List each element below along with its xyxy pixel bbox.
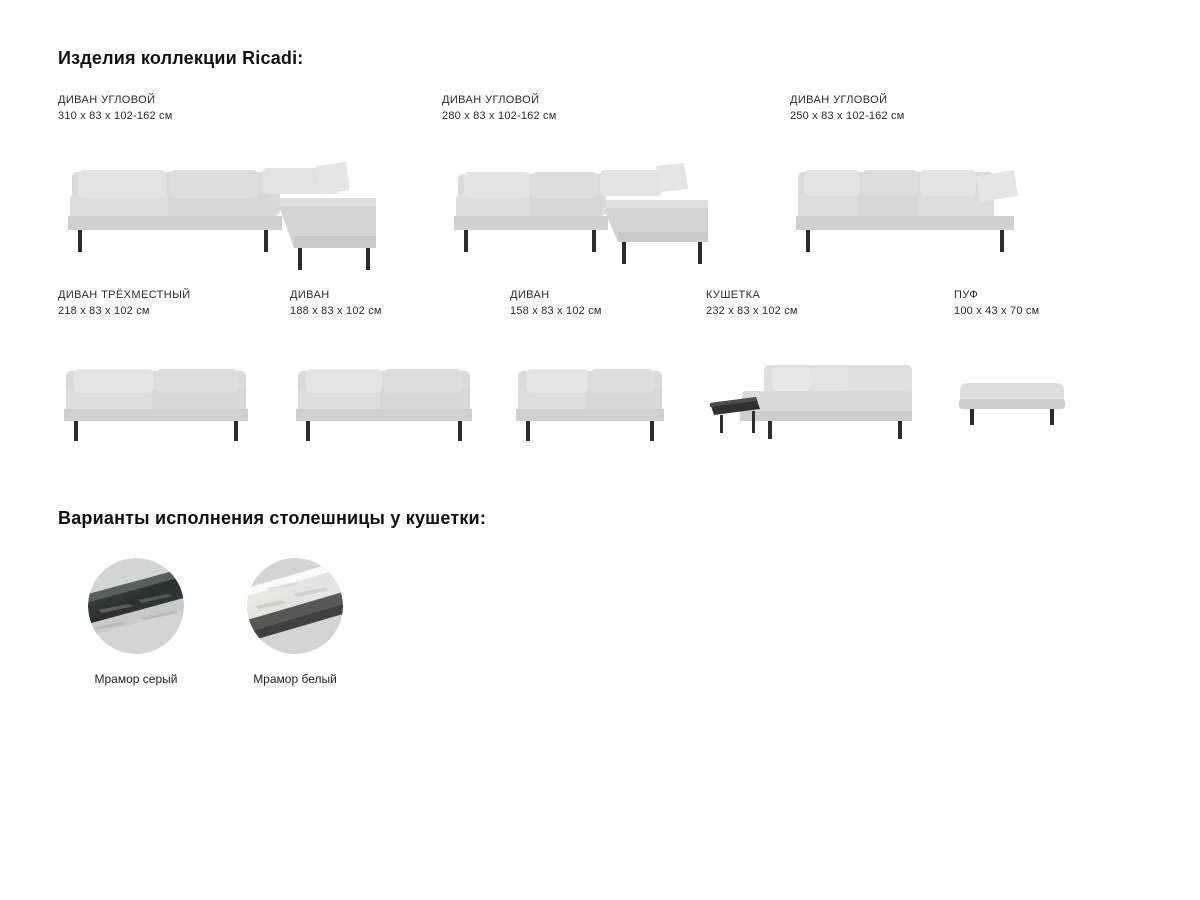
product-card-sofa-188 xyxy=(290,289,480,446)
product-dimensions: 232 x 83 x 102 см xyxy=(706,305,798,317)
swatch-grey-marble[interactable] xyxy=(88,558,184,654)
product-card-sofa-218 xyxy=(58,289,258,446)
product-image-sofa-218 xyxy=(58,331,258,446)
product-name: КУШЕТКА xyxy=(706,289,761,301)
product-name: ДИВАН ТРЁХМЕСТНЫЙ xyxy=(58,289,191,301)
product-dimensions: 158 x 83 x 102 см xyxy=(510,305,602,317)
product-card-corner-310 xyxy=(58,94,388,281)
swatch-item-white-marble[interactable] xyxy=(247,558,343,686)
product-dimensions: 218 x 83 x 102 см xyxy=(58,305,150,317)
product-dimensions: 250 x 83 x 102-162 см xyxy=(790,110,905,122)
product-name: ДИВАН xyxy=(510,289,550,301)
product-image-corner-280 xyxy=(442,136,742,281)
product-card-daybed-232 xyxy=(706,289,916,451)
product-dimensions: 188 x 83 x 102 см xyxy=(290,305,382,317)
swatch-item-grey-marble[interactable] xyxy=(88,558,184,686)
swatch-label: Мрамор серый xyxy=(94,672,178,686)
product-dimensions: 100 x 43 x 70 см xyxy=(954,305,1040,317)
swatch-label: Мрамор белый xyxy=(253,672,337,686)
product-image-corner-250 xyxy=(790,136,1050,281)
product-card-corner-250 xyxy=(790,94,1050,281)
product-name: ДИВАН УГЛОВОЙ xyxy=(442,94,540,106)
product-name: ДИВАН xyxy=(290,289,330,301)
swatch-white-marble[interactable] xyxy=(247,558,343,654)
page-title-collection: Изделия коллекции Ricadi: xyxy=(58,48,304,68)
product-image-pouf xyxy=(954,373,1074,438)
product-dimensions: 280 x 83 x 102-162 см xyxy=(442,110,557,122)
page-title-tops: Варианты исполнения столешницы у кушетки: xyxy=(58,508,487,528)
product-name: ПУФ xyxy=(954,289,979,301)
product-name: ДИВАН УГЛОВОЙ xyxy=(790,94,888,106)
product-image-daybed-232 xyxy=(706,331,916,451)
product-card-pouf xyxy=(954,289,1074,438)
product-card-sofa-158 xyxy=(510,289,670,446)
product-image-corner-310 xyxy=(58,136,388,281)
product-card-corner-280 xyxy=(442,94,742,281)
product-image-sofa-188 xyxy=(290,331,480,446)
product-name: ДИВАН УГЛОВОЙ xyxy=(58,94,156,106)
product-image-sofa-158 xyxy=(510,331,670,446)
product-dimensions: 310 x 83 x 102-162 см xyxy=(58,110,173,122)
